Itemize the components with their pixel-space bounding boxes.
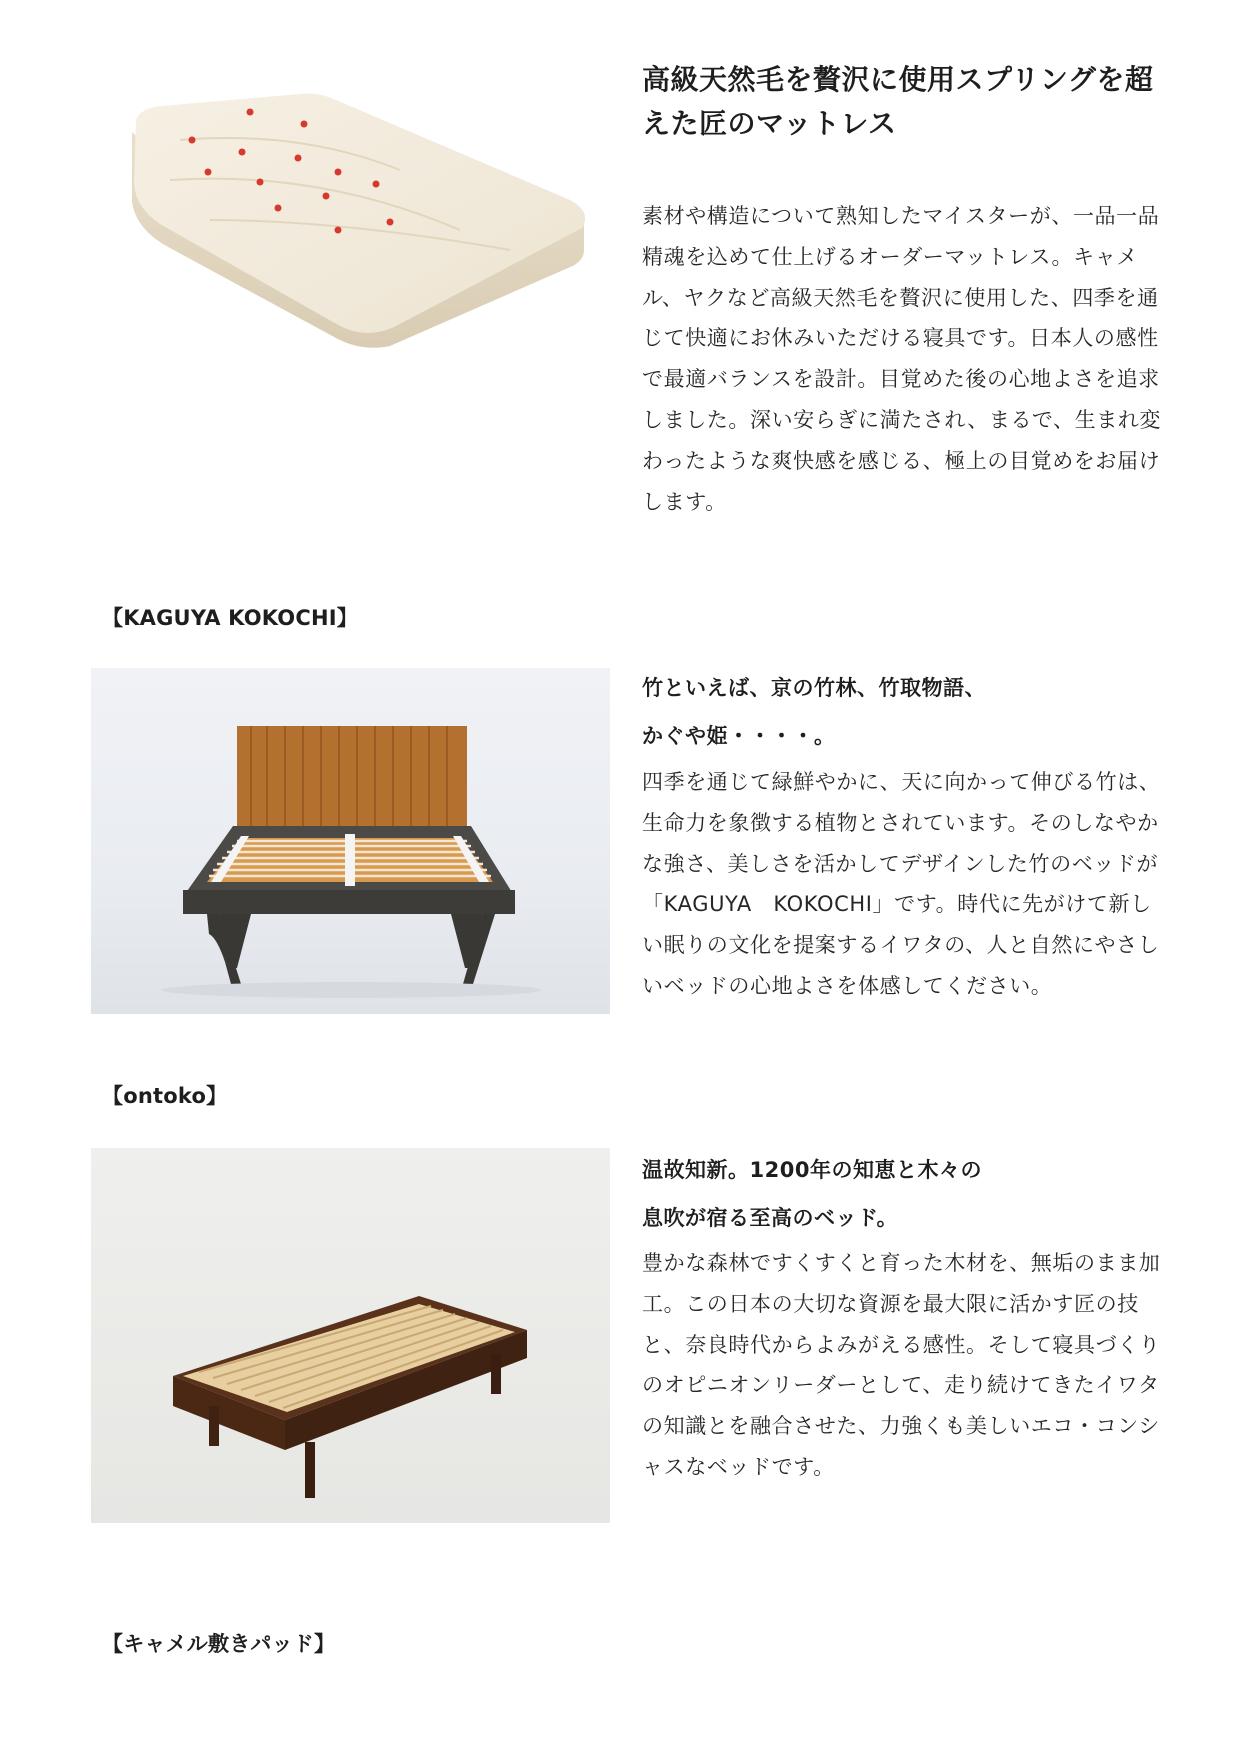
- wooden-bed-photo: [91, 1148, 610, 1523]
- kaguya-description: 四季を通じて緑鮮やかに、天に向かって伸びる竹は、生命力を象徴する植物とされています。そのしなやかな強さ、美しさを活かしてデザインした竹のベッドが「KAGUYA KOKOCHI」です。時代に先がけて新しい眠りの文化を提案するイワタの、人と自然にやさしいベッドの心地よさを体感してください。: [642, 770, 1161, 998]
- ontoko-subtitle-line2: 息吹が宿る至高のベッド。: [642, 1206, 899, 1230]
- mattress-description: 素材や構造について熟知したマイスターが、一品一品精魂を込めて仕上げるオーダーマットレス。キャメル、ヤクなど高級天然毛を贅沢に使用した、四季を通じて快適にお休みいただける寝具です。日本人の感性で最適バランスを設計。目覚めた後の心地よさを追求しました。深い安らぎに満たされ、まるで、生まれ変わったような爽快感を感じる、極上の目覚めをお届けします。: [642, 204, 1162, 514]
- mattress-photo: [100, 80, 620, 410]
- ontoko-description: 豊かな森林ですくすくと育った木材を、無垢のまま加工。この日本の大切な資源を最大限に活かす匠の技と、奈良時代からよみがえる感性。そして寝具づくりのオピニオンリーダーとして、走り続けてきたイワタの知識とを融合させた、力強くも美しいエコ・コンシャスなベッドです。: [642, 1251, 1161, 1479]
- kaguya-subtitle-line1: 竹といえば、京の竹林、竹取物語、: [642, 676, 986, 700]
- bamboo-bed-photo: [91, 668, 610, 1014]
- kaguya-subtitle-line2: かぐや姫・・・・。: [642, 724, 836, 748]
- mattress-title: 高級天然毛を贅沢に使用スプリングを超えた匠のマットレス: [642, 63, 1154, 140]
- ontoko-subtitle: [642, 1146, 1162, 1242]
- kaguya-kokochi-label: 【KAGUYA KOKOCHI】: [102, 606, 358, 630]
- ontoko-label: 【ontoko】: [102, 1084, 228, 1108]
- ontoko-subtitle-line1: 温故知新。1200年の知恵と木々の: [642, 1158, 982, 1182]
- camel-pad-label: 【キャメル敷きパッド】: [102, 1632, 336, 1656]
- kaguya-subtitle: [642, 664, 1162, 760]
